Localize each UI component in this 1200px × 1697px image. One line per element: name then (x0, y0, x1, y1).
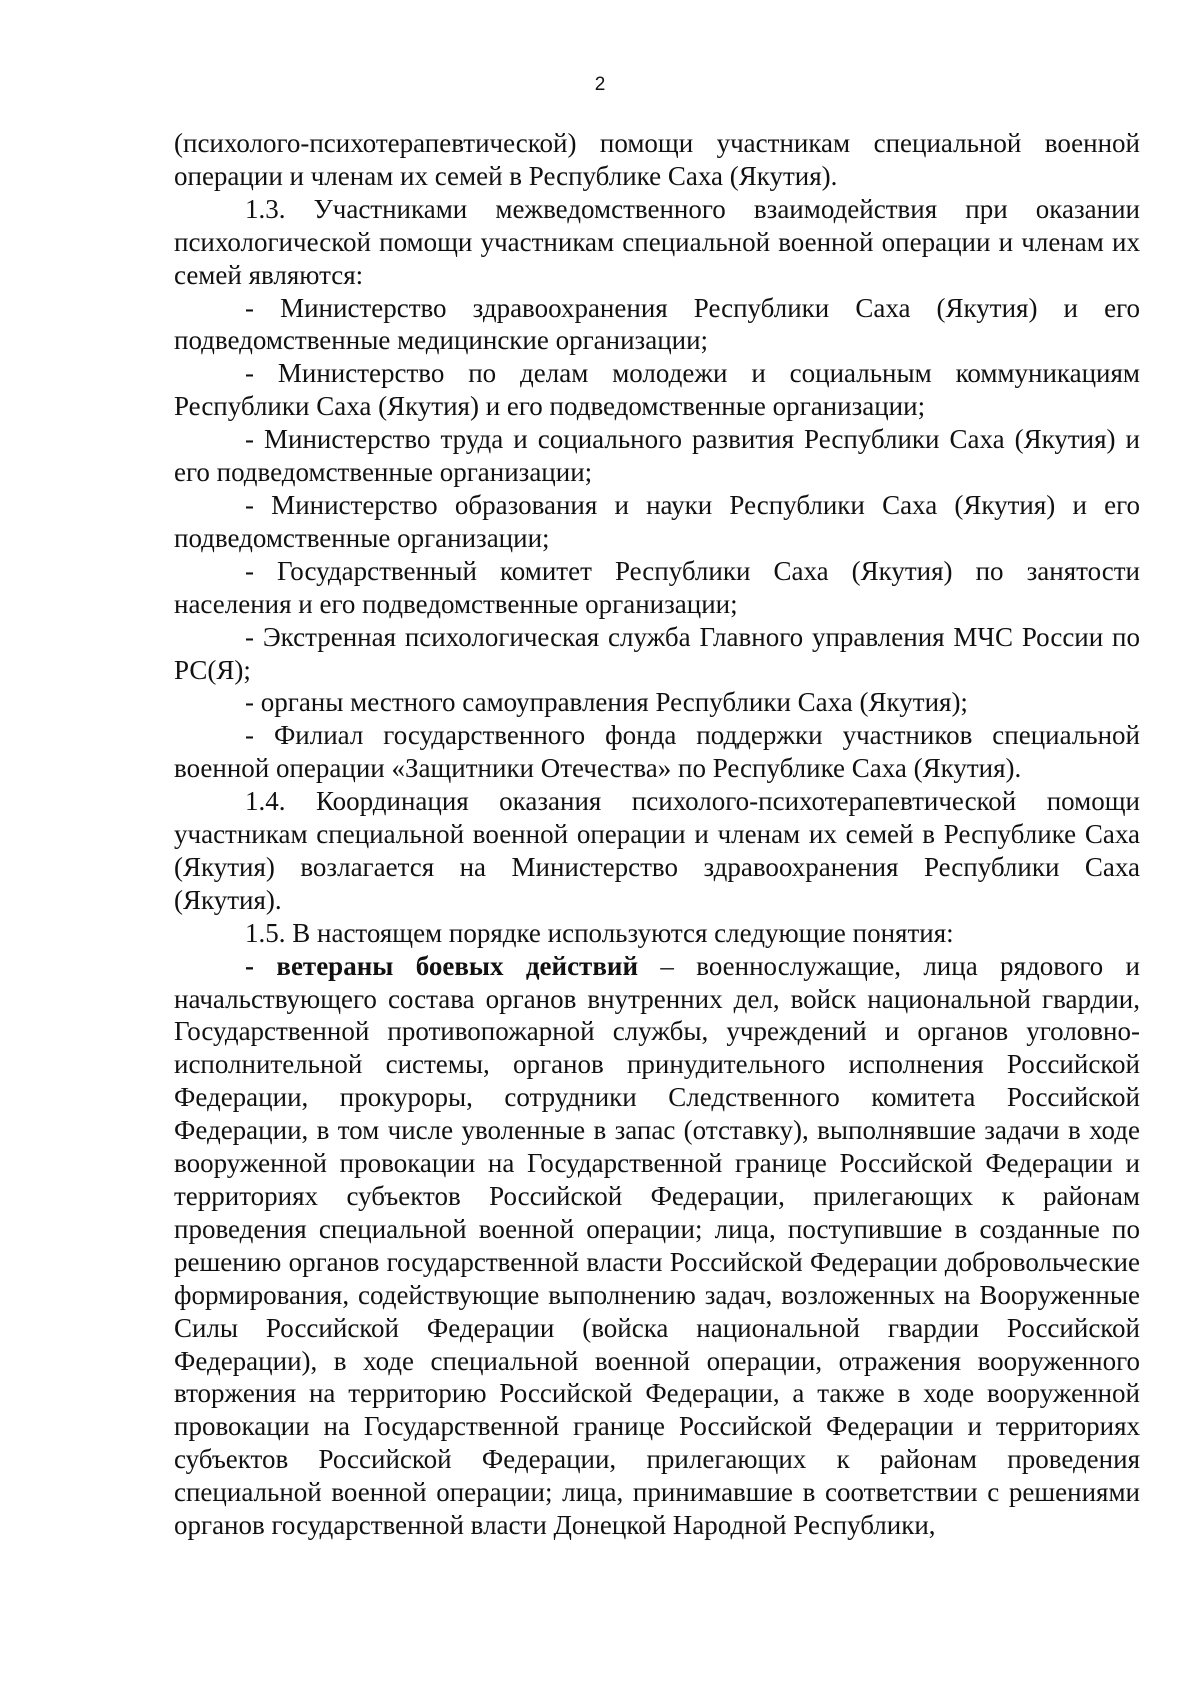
paragraph-1-4: 1.4. Координация оказания психолого-психотерапевтической помощи участникам специальной военной операции и членам их семей в Республике Саха (Якутия) возлагается на Министерство здравоохранения Республики Саха (Якутия). (174, 786, 1140, 915)
page-number: 2 (594, 74, 606, 95)
list-item-ministry-education: - Министерство образования и науки Республики Саха (Якутия) и его подведомственные организации; (174, 489, 1140, 553)
list-item-local-government: - органы местного самоуправления Республики Саха (Якутия); (245, 687, 968, 718)
list-item-employment-committee: - Государственный комитет Республики Саха (Якутия) по занятости населения и его подведомственные организации; (174, 555, 1140, 619)
paragraph-continuation: (психолого-психотерапевтической) помощи участникам специальной военной операции и членам их семей в Республике Саха (Якутия). (174, 128, 1140, 191)
list-item-emergency-psych-service: - Экстренная психологическая служба Главного управления МЧС России по РС(Я); (174, 621, 1140, 685)
paragraph-1-3: 1.3. Участниками межведомственного взаимодействия при оказании психологической помощи участникам специальной военной операции и членам их семей являются: (174, 193, 1140, 290)
list-item-ministry-health: - Министерство здравоохранения Республики Саха (Якутия) и его подведомственные медицинские организации; (174, 292, 1140, 356)
definition-combat-veterans (174, 950, 1140, 1542)
paragraph-1-5: 1.5. В настоящем порядке используются следующие понятия: (245, 917, 954, 948)
list-item-ministry-youth: - Министерство по делам молодежи и социальным коммуникациям Республики Саха (Якутия) и его подведомственные организации; (174, 358, 1140, 422)
document-body (174, 127, 1140, 1542)
list-item-defenders-fund: - Филиал государственного фонда поддержки участников специальной военной операции «Защитники Отечества» по Республике Саха (Якутия). (174, 720, 1140, 784)
list-item-ministry-labour: - Министерство труда и социального развития Республики Саха (Якутия) и его подведомственные организации; (174, 424, 1140, 488)
definition-term: - ветераны боевых действий (245, 950, 639, 981)
definition-text: – военнослужащие, лица рядового и начальствующего состава органов внутренних дел, войск национальной гвардии, Государственной противопожарной службы, учреждений и органов уголовно-исполнительной системы, органов принудительного исполнения Российской Федерации, прокуроры, сотрудники Следственного комитета Российской Федерации, в том числе уволенные в запас (отставку), выполнявшие задачи в ходе вооруженной провокации на Государственной границе Российской Федерации и территориях субъектов Российской Федерации, прилегающих к районам проведения специальной военной операции; лица, поступившие в созданные по решению органов государственной власти Российской Федерации добровольческие формирования, содействующие выполнению задач, возложенных на Вооруженные Силы Российской Федерации (войска национальной гвардии Российской Федерации), в ходе специальной военной операции, отражения вооруженного вторжения на территорию Российской Федерации, а также в ходе вооруженной провокации на Государственной границе Российской Федерации и территориях субъектов Российской Федерации, прилегающих к районам проведения специальной военной операции; лица, принимавшие в соответствии с решениями органов государственной власти Донецкой Народной Республики, (174, 950, 1141, 1541)
